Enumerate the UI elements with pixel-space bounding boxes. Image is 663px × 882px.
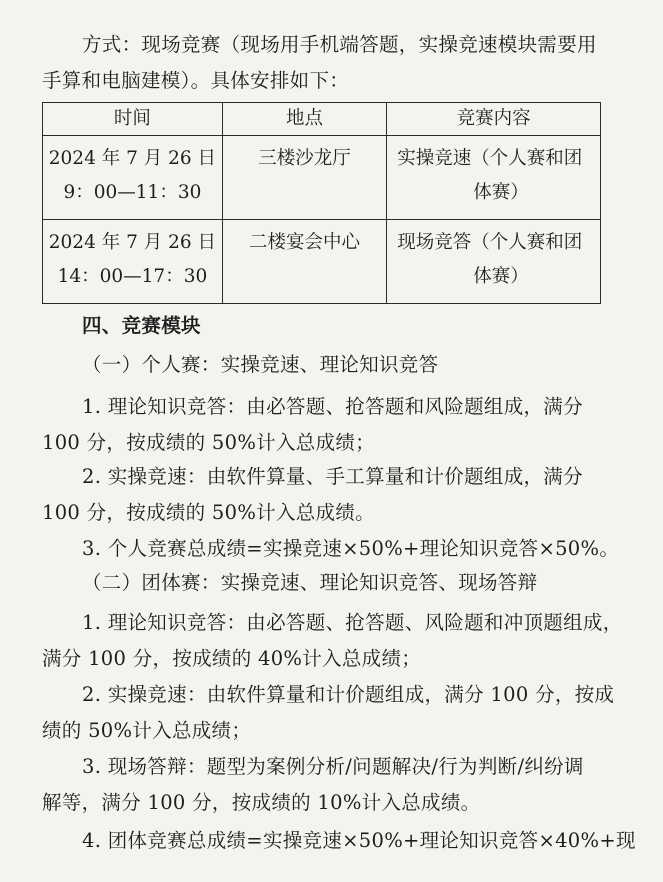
row-place-cell [222, 220, 386, 304]
row-time-cell [43, 220, 223, 304]
row-date: 2024 年 7 月 26 日 [48, 148, 217, 169]
team-item-3-line-1: 3. 现场答辩：题型为案例分析/问题解决/行为判断/纠纷调 [82, 755, 584, 778]
team-item-1-line-1: 1. 理论知识竞答：由必答题、抢答题、风险题和冲顶题组成， [82, 611, 623, 634]
individual-item-3: 3. 个人竞赛总成绩=实操竞速×50%+理论知识竞答×50%。 [82, 537, 620, 560]
header-content: 竞赛内容 [387, 103, 601, 136]
team-item-1-line-2: 满分 100 分，按成绩的 40%计入总成绩； [42, 647, 422, 670]
individual-item-1-line-2: 100 分，按成绩的 50%计入总成绩； [42, 431, 375, 454]
individual-item-1-line-1: 1. 理论知识竞答：由必答题、抢答题和风险题组成，满分 [82, 395, 583, 418]
individual-item-2-line-2: 100 分，按成绩的 50%计入总成绩。 [42, 501, 375, 524]
row-content-cell [387, 220, 601, 304]
team-item-2-line-1: 2. 实操竞速：由软件算量和计价题组成，满分 100 分，按成 [82, 683, 615, 706]
row-place-cell [222, 136, 386, 220]
schedule-header-row [43, 103, 601, 136]
row-time: 14：00—17：30 [57, 266, 208, 287]
header-place: 地点 [222, 103, 386, 136]
team-item-2-line-2: 绩的 50%计入总成绩； [42, 719, 252, 742]
section-heading: 四、竞赛模块 [82, 314, 201, 337]
intro-line-2: 手算和电脑建模）。具体安排如下： [42, 69, 350, 92]
subsection-heading-individual: （一）个人赛：实操竞速、理论知识竞答 [82, 353, 439, 376]
row-content-line-2: 体赛） [473, 266, 529, 287]
intro-line-1: 方式：现场竞赛（现场用手机端答题，实操竞速模块需要用 [82, 33, 597, 56]
row-time-cell [43, 136, 223, 220]
row-content-line-1: 实操竞速（个人赛和团 [397, 148, 583, 169]
row-content-line-1: 现场竞答（个人赛和团 [397, 232, 583, 253]
team-item-4: 4. 团体竞赛总成绩=实操竞速×50%+理论知识竞答×40%+现 [82, 829, 636, 852]
row-place: 三楼沙龙厅 [258, 148, 351, 169]
schedule-row [43, 136, 601, 220]
row-date: 2024 年 7 月 26 日 [48, 232, 217, 253]
team-item-3-line-2: 解等，满分 100 分，按成绩的 10%计入总成绩。 [42, 791, 481, 814]
header-time: 时间 [43, 103, 223, 136]
row-content-cell [387, 136, 601, 220]
row-place: 二楼宴会中心 [249, 232, 361, 253]
row-content-line-2: 体赛） [473, 182, 529, 203]
schedule-row [43, 220, 601, 304]
individual-item-2-line-1: 2. 实操竞速：由软件算量、手工算量和计价题组成，满分 [82, 465, 583, 488]
row-time: 9：00—11：30 [63, 182, 202, 203]
schedule-table [42, 102, 601, 304]
subsection-heading-team: （二）团体赛：实操竞速、理论知识竞答、现场答辩 [82, 571, 538, 594]
